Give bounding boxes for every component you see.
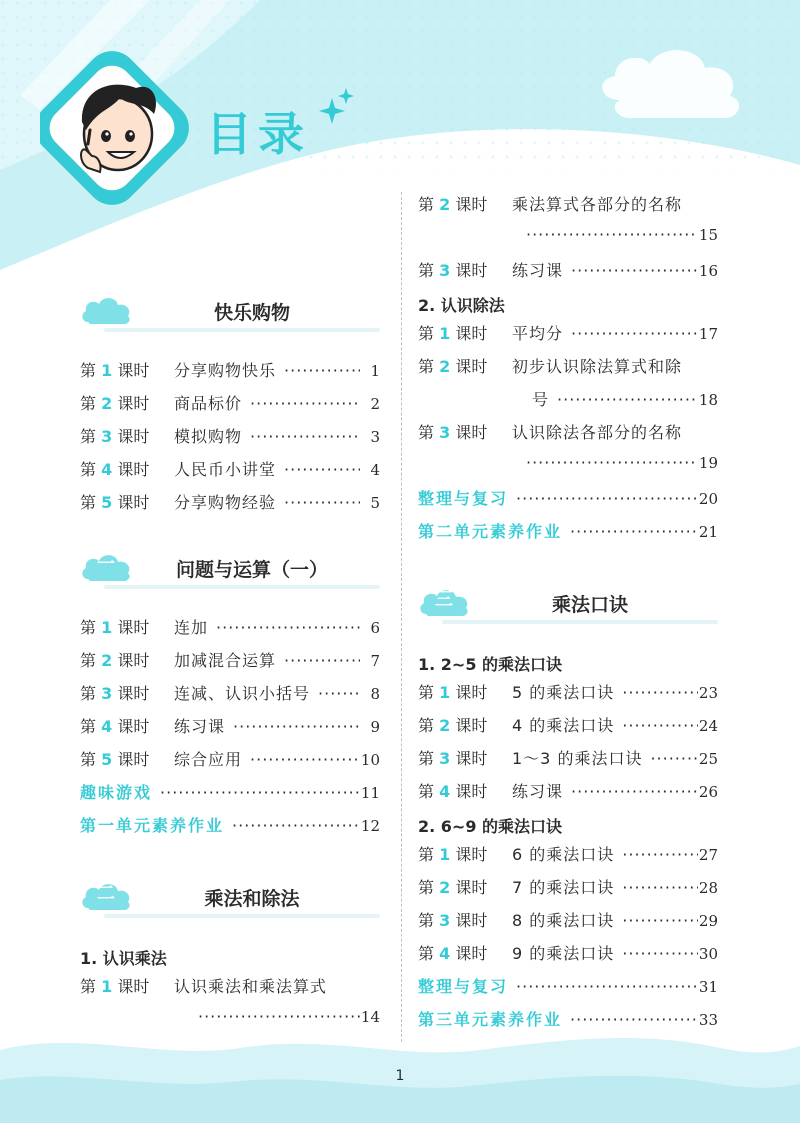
page-number: 23: [698, 684, 718, 702]
lesson-label: 第 1 课时: [418, 324, 488, 343]
page-number: 31: [698, 978, 718, 996]
lesson-label: 第 2 课时: [80, 651, 150, 670]
page-number: 4: [370, 461, 380, 479]
lesson-title: 人民币小讲堂: [174, 460, 277, 479]
toc-entry[interactable]: [80, 457, 380, 490]
toc-entry[interactable]: [80, 974, 380, 1007]
leader-dots: [563, 261, 698, 280]
lesson-title: 练习课: [512, 261, 564, 280]
lesson-label: 第 1 课时: [80, 618, 150, 637]
lesson-label: 第 3 课时: [418, 911, 488, 930]
toc-right-column: [418, 192, 718, 1040]
page-number: 9: [370, 718, 380, 736]
lesson-label: 第 3 课时: [418, 423, 488, 442]
special-title: 整理与复习: [418, 977, 509, 996]
toc-entry-continued[interactable]: [418, 387, 718, 420]
toc-entry[interactable]: [80, 490, 380, 523]
lesson-label: 第 2 课时: [418, 878, 488, 897]
lesson-title: 综合应用: [174, 750, 243, 769]
lesson-title: 认识除法各部分的名称: [512, 423, 683, 442]
toc-entry[interactable]: [80, 681, 380, 714]
page-number: 25: [698, 750, 718, 768]
page-number: 6: [370, 619, 380, 637]
lesson-title: 连加: [174, 618, 209, 637]
column-divider: [401, 192, 402, 1042]
lesson-label: 第 2 课时: [418, 357, 488, 376]
lesson-title: 加减混合运算: [174, 651, 277, 670]
leader-dots: [518, 225, 698, 244]
lesson-label: 第 1 课时: [80, 977, 150, 996]
page-number-footer: 1: [395, 1068, 405, 1084]
leader-dots: [276, 651, 360, 670]
leader-dots: [152, 783, 360, 802]
leader-dots: [614, 683, 698, 702]
page-title: 目录: [206, 107, 310, 161]
toc-entry[interactable]: [418, 354, 718, 387]
toc-entry[interactable]: [418, 779, 718, 812]
lesson-title: 1～3 的乘法口诀: [512, 749, 643, 768]
unit-number-label: 一: [97, 554, 115, 575]
leader-dots: [563, 324, 698, 343]
lesson-label: 第 1 课时: [418, 845, 488, 864]
lesson-title: 分享购物快乐: [174, 361, 277, 380]
lesson-title: 认识乘法和乘法算式: [174, 977, 328, 996]
page-number: 24: [698, 717, 718, 735]
page-number: 3: [370, 428, 380, 446]
lesson-label: 第 3 课时: [418, 749, 488, 768]
toc-entry[interactable]: [80, 358, 380, 391]
page-number: 7: [370, 652, 380, 670]
lesson-label: 第 4 课时: [418, 944, 488, 963]
unit-title: 乘法口诀: [551, 594, 628, 616]
lesson-title: 初步认识除法算式和除: [512, 357, 683, 376]
lesson-title: 9 的乘法口诀: [512, 944, 615, 963]
leader-dots: [276, 361, 360, 380]
lesson-title: 连减、认识小括号: [174, 684, 311, 703]
page-number: 19: [698, 454, 718, 472]
lesson-title: 8 的乘法口诀: [512, 911, 615, 930]
lesson-title: 7 的乘法口诀: [512, 878, 615, 897]
special-title: 第一单元素养作业: [80, 816, 225, 835]
toc-entry-continued[interactable]: [418, 453, 718, 486]
toc-entry[interactable]: [418, 192, 718, 225]
toc-entry-special[interactable]: [80, 780, 380, 813]
special-title: 整理与复习: [418, 489, 509, 508]
lesson-title: 商品标价: [174, 394, 243, 413]
toc-entry-special[interactable]: [80, 813, 380, 846]
lesson-title: 4 的乘法口诀: [512, 716, 615, 735]
toc-entry-special[interactable]: [418, 519, 718, 552]
lesson-label: 第 4 课时: [80, 460, 150, 479]
toc-entry-special[interactable]: [418, 1007, 718, 1040]
leader-dots: [549, 390, 698, 409]
page-number: 21: [698, 523, 718, 541]
lesson-title: 平均分: [512, 324, 564, 343]
leader-dots: [242, 750, 360, 769]
special-title: 第二单元素养作业: [418, 522, 563, 541]
toc-entry-continued[interactable]: [418, 225, 718, 258]
unit-title: 乘法和除法: [204, 888, 300, 910]
section-subtitle: 2. 认识除法: [418, 296, 505, 315]
lesson-label: 第 1 课时: [418, 683, 488, 702]
page-number: 14: [360, 1008, 380, 1026]
toc-entry[interactable]: [80, 714, 380, 747]
toc-left-column: [80, 290, 380, 1040]
section-subtitle: 1. 2~5 的乘法口诀: [418, 655, 563, 674]
leader-dots: [242, 394, 360, 413]
special-title: 第三单元素养作业: [418, 1010, 563, 1029]
lesson-title: 5 的乘法口诀: [512, 683, 615, 702]
lesson-label: 第 1 课时: [80, 361, 150, 380]
lesson-title: 练习课: [174, 717, 226, 736]
page-number: 11: [360, 784, 380, 802]
toc-entry[interactable]: [80, 391, 380, 424]
lesson-title-continued: 号: [532, 390, 550, 409]
page-number: 2: [370, 395, 380, 413]
leader-dots: [224, 816, 360, 835]
lesson-label: 第 2 课时: [418, 716, 488, 735]
page-number: 1: [370, 362, 380, 380]
leader-dots: [562, 522, 698, 541]
leader-dots: [614, 878, 698, 897]
toc-entry-special[interactable]: [418, 974, 718, 1007]
toc-entry[interactable]: [418, 746, 718, 779]
toc-entry[interactable]: [418, 908, 718, 941]
toc-entry[interactable]: [418, 321, 718, 354]
leader-dots: [642, 749, 698, 768]
toc-entry[interactable]: [418, 875, 718, 908]
section-subtitle: 1. 认识乘法: [80, 949, 167, 968]
title-block: [40, 38, 380, 218]
lesson-label: 第 5 课时: [80, 493, 150, 512]
toc-entry[interactable]: [80, 747, 380, 780]
page-number: 12: [360, 817, 380, 835]
lesson-title: 6 的乘法口诀: [512, 845, 615, 864]
leader-dots: [508, 977, 698, 996]
lesson-title: 分享购物经验: [174, 493, 277, 512]
unit-underline: [104, 914, 380, 918]
toc-entry[interactable]: [418, 420, 718, 453]
page-number: 16: [698, 262, 718, 280]
page-number: 17: [698, 325, 718, 343]
leader-dots: [614, 911, 698, 930]
page-number: 20: [698, 490, 718, 508]
leader-dots: [518, 453, 698, 472]
leader-dots: [614, 845, 698, 864]
leader-dots: [190, 1007, 360, 1026]
page-number: 26: [698, 783, 718, 801]
lesson-label: 第 4 课时: [418, 782, 488, 801]
unit-underline: [104, 585, 380, 589]
unit-underline: [104, 328, 380, 332]
toc-entry[interactable]: [418, 680, 718, 713]
leader-dots: [276, 460, 360, 479]
page-number: 28: [698, 879, 718, 897]
leader-dots: [614, 944, 698, 963]
lesson-title: 练习课: [512, 782, 564, 801]
sparkle-icon: [319, 88, 354, 124]
leader-dots: [508, 489, 698, 508]
lesson-label: 第 3 课时: [80, 684, 150, 703]
toc-entry-continued[interactable]: [80, 1007, 380, 1040]
unit-number-label: 三: [435, 589, 453, 610]
page-number: 27: [698, 846, 718, 864]
unit-header: [80, 876, 380, 926]
section-subtitle: 2. 6~9 的乘法口诀: [418, 817, 563, 836]
leader-dots: [242, 427, 360, 446]
leader-dots: [276, 493, 360, 512]
page-number: 5: [370, 494, 380, 512]
page-number: 8: [370, 685, 380, 703]
unit-title: 问题与运算（一）: [175, 559, 328, 581]
lesson-label: 第 4 课时: [80, 717, 150, 736]
unit-header: [80, 290, 380, 340]
toc-entry[interactable]: [80, 615, 380, 648]
toc-entry-special[interactable]: [418, 486, 718, 519]
unit-header: [80, 547, 380, 597]
lesson-label: 第 5 课时: [80, 750, 150, 769]
leader-dots: [310, 684, 360, 703]
lesson-title: 模拟购物: [174, 427, 243, 446]
unit-number-label: 二: [97, 883, 115, 904]
page-number: 18: [698, 391, 718, 409]
lesson-label: 第 2 课时: [418, 195, 488, 214]
page-number: 10: [360, 751, 380, 769]
lesson-label: 第 3 课时: [418, 261, 488, 280]
lesson-label: 第 3 课时: [80, 427, 150, 446]
toc-entry[interactable]: [418, 941, 718, 974]
leader-dots: [563, 782, 698, 801]
toc-entry[interactable]: [418, 258, 718, 291]
leader-dots: [562, 1010, 698, 1029]
page-number: 30: [698, 945, 718, 963]
page-number: 29: [698, 912, 718, 930]
unit-header: [418, 582, 718, 632]
leader-dots: [208, 618, 360, 637]
leader-dots: [614, 716, 698, 735]
unit-underline: [442, 620, 718, 624]
lesson-label: 第 2 课时: [80, 394, 150, 413]
page-number: 33: [698, 1011, 718, 1029]
special-title: 趣味游戏: [80, 783, 153, 802]
toc-entry[interactable]: [418, 713, 718, 746]
cloud-icon: [80, 294, 132, 326]
toc-entry[interactable]: [80, 424, 380, 457]
page-number: 15: [698, 226, 718, 244]
leader-dots: [225, 717, 360, 736]
toc-entry[interactable]: [418, 842, 718, 875]
toc-entry[interactable]: [80, 648, 380, 681]
lesson-title: 乘法算式各部分的名称: [512, 195, 683, 214]
unit-title: 快乐购物: [213, 302, 290, 324]
